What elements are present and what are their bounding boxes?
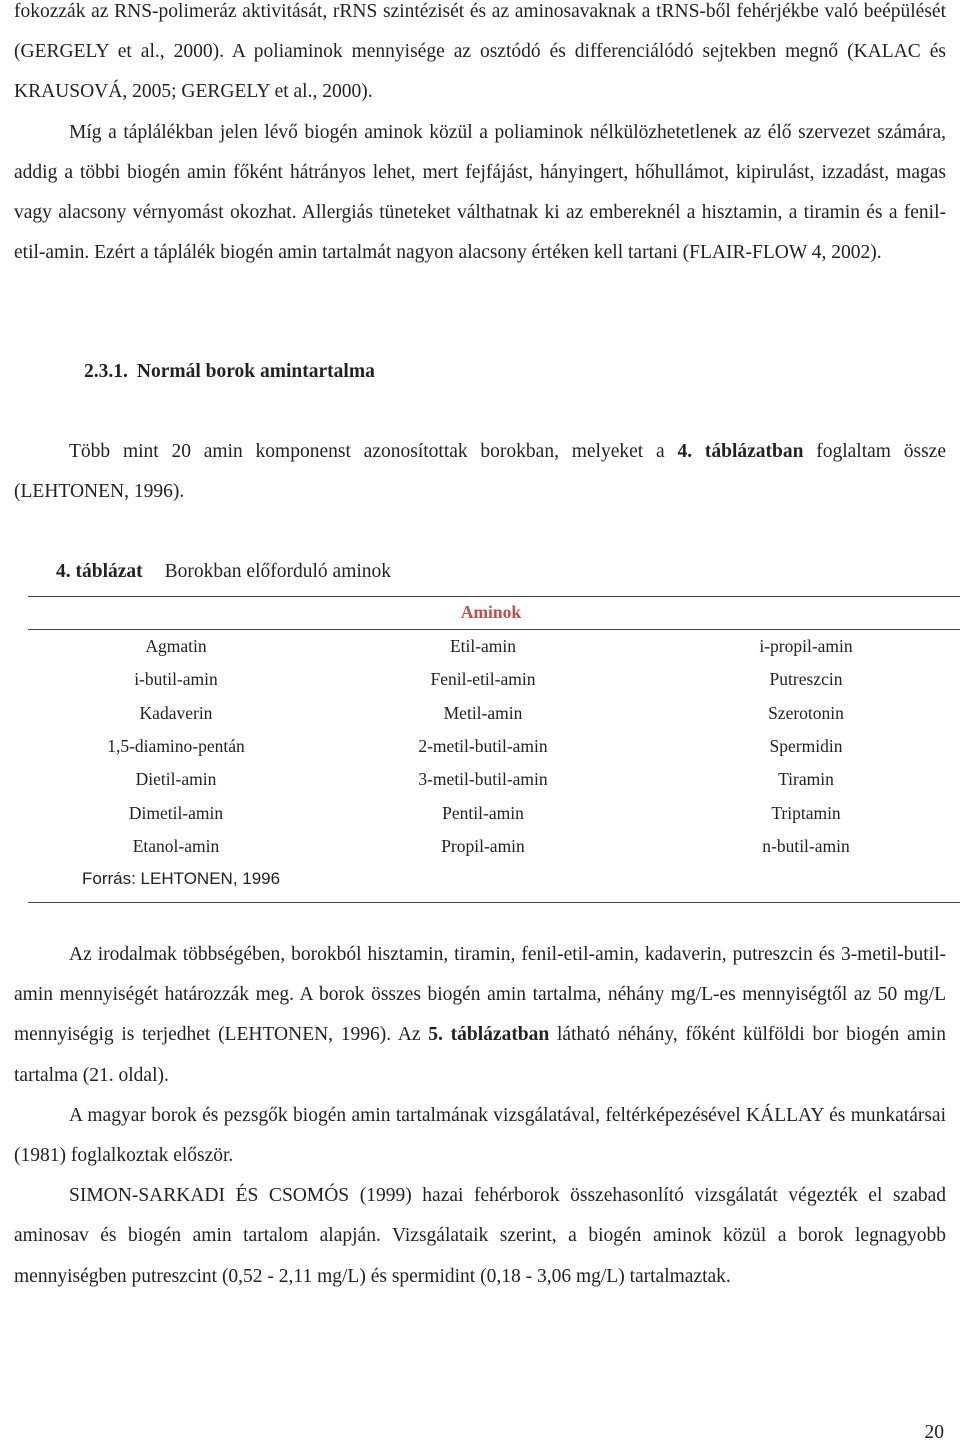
table-row xyxy=(28,663,960,696)
section-title: Normál borok amintartalma xyxy=(136,361,375,382)
table-cell: Propil-amin xyxy=(441,835,525,856)
table-cell: Metil-amin xyxy=(443,702,523,723)
body-after-table xyxy=(14,935,946,1297)
p3-text-before: Az irodalmak többségében, borokból hisztamin, tiramin, fenil-etil-amin, kadaverin, putreszcin és 3-metil-butil-amin mennyiségét határozzák meg. A borok összes biogén amin tartalma, néhány mg/L-es mennyiségtől az 50 mg/L mennyiségig is terjedhet (LEHTONEN, 1996). Az xyxy=(14,944,946,1046)
table-caption xyxy=(56,555,391,589)
table-row xyxy=(28,730,960,763)
table-caption-title: Borokban előforduló aminok xyxy=(164,561,392,582)
amines-table xyxy=(28,596,960,863)
table-cell: Etil-amin xyxy=(449,636,517,657)
table-cell: Fenil-etil-amin xyxy=(430,669,536,690)
table-cell: Etanol-amin xyxy=(132,835,220,856)
table-row xyxy=(28,630,960,663)
table-caption-number: 4. táblázat xyxy=(56,561,143,582)
table-row xyxy=(28,830,960,863)
table-bottom-rule xyxy=(28,902,960,903)
table-cell: Dimetil-amin xyxy=(128,802,224,823)
section-number: 2.3.1. xyxy=(84,361,128,382)
table-cell: Dietil-amin xyxy=(135,769,217,790)
table-cell: Tiramin xyxy=(778,769,834,790)
table-source: Forrás: LEHTONEN, 1996 xyxy=(82,869,281,888)
p2-table-reference: 4. táblázatban xyxy=(677,441,804,462)
table-body xyxy=(28,630,960,863)
paragraph-table-intro xyxy=(14,432,946,512)
table-cell: Szerotonin xyxy=(768,702,844,723)
table-row xyxy=(28,796,960,829)
table-cell: i-propil-amin xyxy=(759,636,853,657)
table-cell: Triptamin xyxy=(771,802,841,823)
table-row xyxy=(28,763,960,796)
table-cell: Putreszcin xyxy=(769,669,843,690)
table-cell: 2-metil-butil-amin xyxy=(418,736,548,757)
p2-text-after: foglaltam össze (LEHTONEN, 1996). xyxy=(14,441,946,503)
p3-text-after: látható néhány, főként külföldi bor biogén amin tartalma (21. oldal). xyxy=(14,1024,946,1086)
table-cell: i-butil-amin xyxy=(134,669,218,690)
table-cell: Spermidin xyxy=(769,736,843,757)
table-cell: 3-metil-butil-amin xyxy=(418,769,548,790)
table-cell: Kadaverin xyxy=(139,702,213,723)
paragraph-simon-sarkadi: SIMON-SARKADI ÉS CSOMÓS (1999) hazai fehérborok összehasonlító vizsgálatát végezték el szabad aminosav és biogén amin tartalom alapján. Vizsgálataik szerint, a biogén aminok közül a borok legnagyobb mennyiségben putreszcint (0,52 - 2,11 mg/L) és spermidint (0,18 - 3,06 mg/L) tartalmaztak. xyxy=(14,1185,946,1287)
table-cell: Pentil-amin xyxy=(442,802,524,823)
paragraph-literature-amines xyxy=(14,935,946,1096)
section-heading xyxy=(84,356,375,388)
table-cell: 1,5-diamino-pentán xyxy=(107,736,245,757)
paragraph-hungarian-wines: A magyar borok és pezsgők biogén amin tartalmának vizsgálatával, feltérképezésével KÁLLAY és munkatársai (1981) foglalkoztak először. xyxy=(14,1104,946,1167)
page-number: 20 xyxy=(924,1422,944,1443)
table-cell: n-butil-amin xyxy=(762,835,850,856)
paragraph-polyamines-function: fokozzák az RNS-polimeráz aktivitását, rRNS szintézisét és az aminosavaknak a tRNS-ből fehérjékbe való beépülését (GERGELY et al., 2000). A poliaminok mennyisége az osztódó és differenciálódó sejtekben megnő (KALAC és KRAUSOVÁ, 2005; GERGELY et al., 2000). xyxy=(14,1,946,103)
paragraph-biogenic-amines-effects: Míg a táplálékban jelen lévő biogén aminok közül a poliaminok nélkülözhetetlenek az élő szervezet számára, addig a többi biogén amin főként hátrányos lehet, mert fejfájást, hányingert, hőhullámot, kipirulást, izzadást, magas vagy alacsony vérnyomást okozhat. Allergiás tüneteket válthatnak ki az embereknél a hisztamin, a tiramin és a fenil-etil-amin. Ezért a táplálék biogén amin tartalmát nagyon alacsony értéken kell tartani (FLAIR-FLOW 4, 2002). xyxy=(14,121,946,264)
table-row xyxy=(28,697,960,730)
table-cell: Agmatin xyxy=(145,636,207,657)
p3-table-reference: 5. táblázatban xyxy=(428,1024,550,1046)
document-page xyxy=(14,0,946,1287)
p2-text-before: Több mint 20 amin komponenst azonosítottak borokban, melyeket a xyxy=(69,441,678,462)
table-header: Aminok xyxy=(460,602,522,622)
